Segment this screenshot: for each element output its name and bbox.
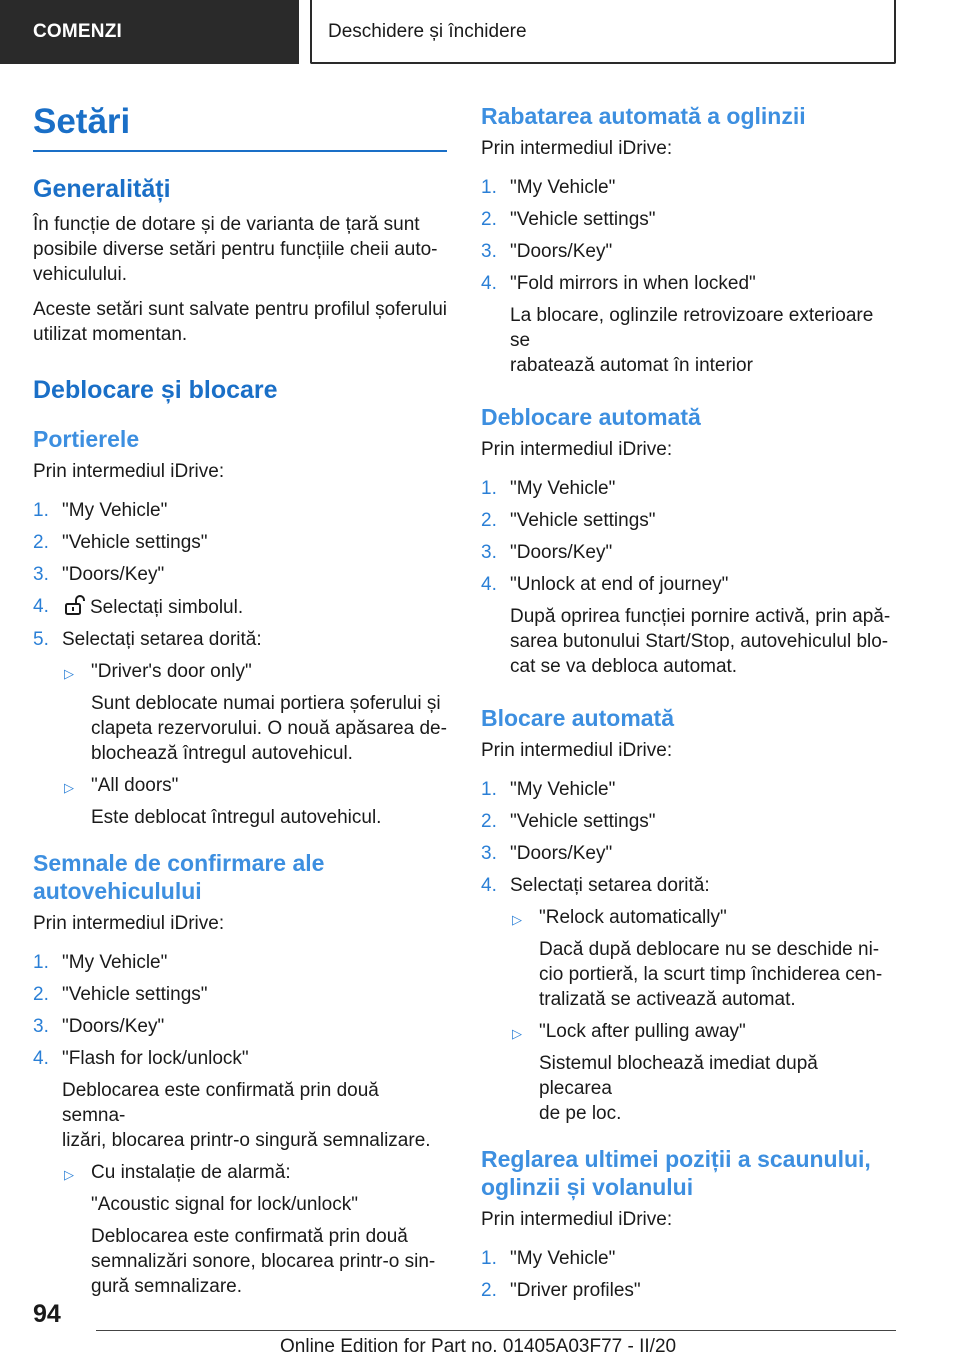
- option-item: ▷ "Lock after pulling away" Sistemul blochează imediat după plecarea de pe loc.: [512, 1021, 818, 1124]
- auto-unlock-heading: Deblocare automată: [481, 404, 701, 430]
- footer-edition: Online Edition for Part no. 01405A03F77 - II/20: [280, 1336, 677, 1357]
- chapter-tab: Deschidere și închidere: [310, 0, 896, 64]
- doors-heading: Portierele: [33, 426, 140, 452]
- list-item: 2. "Vehicle settings": [481, 510, 656, 531]
- list-item: 4. "Flash for lock/unlock" Deblocarea este confirmată prin două semna- lizări, blocarea printr-o singură semnalizare. ▷ Cu instalație de alarmă: "Acoustic signal for lock/unlock" Deblocarea este confirmată prin două semnalizări sonore, blocarea printr-o sin- gură semnalizare.: [33, 1046, 447, 1299]
- list-item: 5. Selectați setarea dorită: ▷ "Driver's door only" Sunt deblocate numai portiera șoferului și clapeta rezervorului. O nouă apăsarea de- blochează întregul autovehicul. ▷ "All doors" Este deblocat întregul autovehicul.: [33, 629, 447, 828]
- general-paragraph-1: În funcție de dotare și de varianta de țară sunt posibile diverse setări pentru funcțiile cheii auto- vehiculului.: [33, 214, 438, 285]
- footer-rule: [96, 1330, 896, 1331]
- triangle-bullet-icon: ▷: [512, 912, 522, 927]
- right-column: [481, 102, 895, 1310]
- memory-steps: [481, 1246, 895, 1303]
- memory-intro: Prin intermediul iDrive:: [481, 1209, 673, 1230]
- list-item: 3. "Doors/Key": [33, 1016, 165, 1037]
- option-item: ▷ "Relock automatically" Dacă după deblocare nu se deschide ni- cio portieră, la scurt timp închiderea cen- tralizată se activează automat.: [512, 907, 883, 1010]
- triangle-bullet-icon: ▷: [64, 1167, 74, 1182]
- triangle-bullet-icon: ▷: [64, 666, 74, 681]
- general-paragraph-2: Aceste setări sunt salvate pentru profilul șoferului utilizat momentan.: [33, 299, 447, 345]
- doors-intro: Prin intermediul iDrive:: [33, 461, 225, 482]
- list-item: 1. "My Vehicle": [33, 952, 168, 973]
- auto-lock-heading: Blocare automată: [481, 705, 675, 731]
- mirrors-heading: Rabatarea automată a oglinzii: [481, 103, 806, 129]
- page-title: Setări: [33, 102, 131, 141]
- list-item: 4. "Unlock at end of journey" După oprirea funcției pornire activă, prin apă- sarea butonului Start/Stop, autovehiculul blo- cat se va debloca automat.: [481, 574, 891, 677]
- mirrors-steps: [481, 175, 895, 378]
- list-item: 2. "Driver profiles": [481, 1280, 641, 1301]
- list-item: 3. "Doors/Key": [481, 542, 613, 563]
- list-item: 1. "My Vehicle": [481, 1248, 616, 1269]
- list-item: 2. "Vehicle settings": [33, 984, 208, 1005]
- list-item: 1. "My Vehicle": [481, 779, 616, 800]
- signals-steps: [33, 950, 447, 1299]
- list-item: 4. Selectați setarea dorită: ▷ "Relock automatically" Dacă după deblocare nu se deschide ni- cio portieră, la scurt timp închiderea cen- tralizată se activează automat. ▷ "Lock after pulling away" Sistemul blochează imediat după plecarea de pe loc.: [481, 873, 895, 1126]
- list-item: 4. "Fold mirrors in when locked" La blocare, oglinzile retrovizoare exterioare se rabatează automat în interior: [481, 273, 874, 376]
- auto-unlock-intro: Prin intermediul iDrive:: [481, 439, 673, 460]
- page-number: 94: [33, 1300, 61, 1328]
- left-column: [33, 100, 447, 1306]
- list-item: 2. "Vehicle settings": [481, 209, 656, 230]
- title-rule: [33, 150, 447, 152]
- section-tab: COMENZI: [0, 0, 299, 64]
- signals-intro: Prin intermediul iDrive:: [33, 913, 225, 934]
- general-heading: Generalități: [33, 175, 171, 203]
- list-item: 2. "Vehicle settings": [33, 532, 208, 553]
- mirrors-intro: Prin intermediul iDrive:: [481, 138, 673, 159]
- option-item: ▷ Cu instalație de alarmă: "Acoustic signal for lock/unlock" Deblocarea este confirmată prin două semnalizări sonore, blocarea printr-o sin- gură semnalizare.: [64, 1162, 436, 1297]
- auto-unlock-steps: [481, 476, 895, 679]
- list-item: 3. "Doors/Key": [481, 241, 613, 262]
- unlock-icon: [62, 594, 86, 616]
- option-item: ▷ "Driver's door only" Sunt deblocate numai portiera șoferului și clapeta rezervorului. O nouă apăsarea de- blochează întregul autovehicul.: [64, 661, 447, 764]
- list-item: 4. Selectați simbolul.: [33, 596, 244, 618]
- auto-lock-intro: Prin intermediul iDrive:: [481, 740, 673, 761]
- list-item: 3. "Doors/Key": [33, 564, 165, 585]
- auto-lock-steps: [481, 777, 895, 1126]
- list-item: 3. "Doors/Key": [481, 843, 613, 864]
- signals-heading: Semnale de confirmare ale autovehiculului: [33, 850, 325, 904]
- triangle-bullet-icon: ▷: [64, 780, 74, 795]
- option-item: ▷ "All doors" Este deblocat întregul autovehicul.: [64, 775, 382, 828]
- list-item: 1. "My Vehicle": [481, 478, 616, 499]
- doors-steps: [33, 498, 447, 830]
- list-item: 2. "Vehicle settings": [481, 811, 656, 832]
- lock-unlock-heading: Deblocare și blocare: [33, 376, 278, 404]
- memory-heading: Reglarea ultimei poziții a scaunului, oglinzii și volanului: [481, 1146, 871, 1200]
- list-item: 1. "My Vehicle": [481, 177, 616, 198]
- triangle-bullet-icon: ▷: [512, 1026, 522, 1041]
- list-item: 1. "My Vehicle": [33, 500, 168, 521]
